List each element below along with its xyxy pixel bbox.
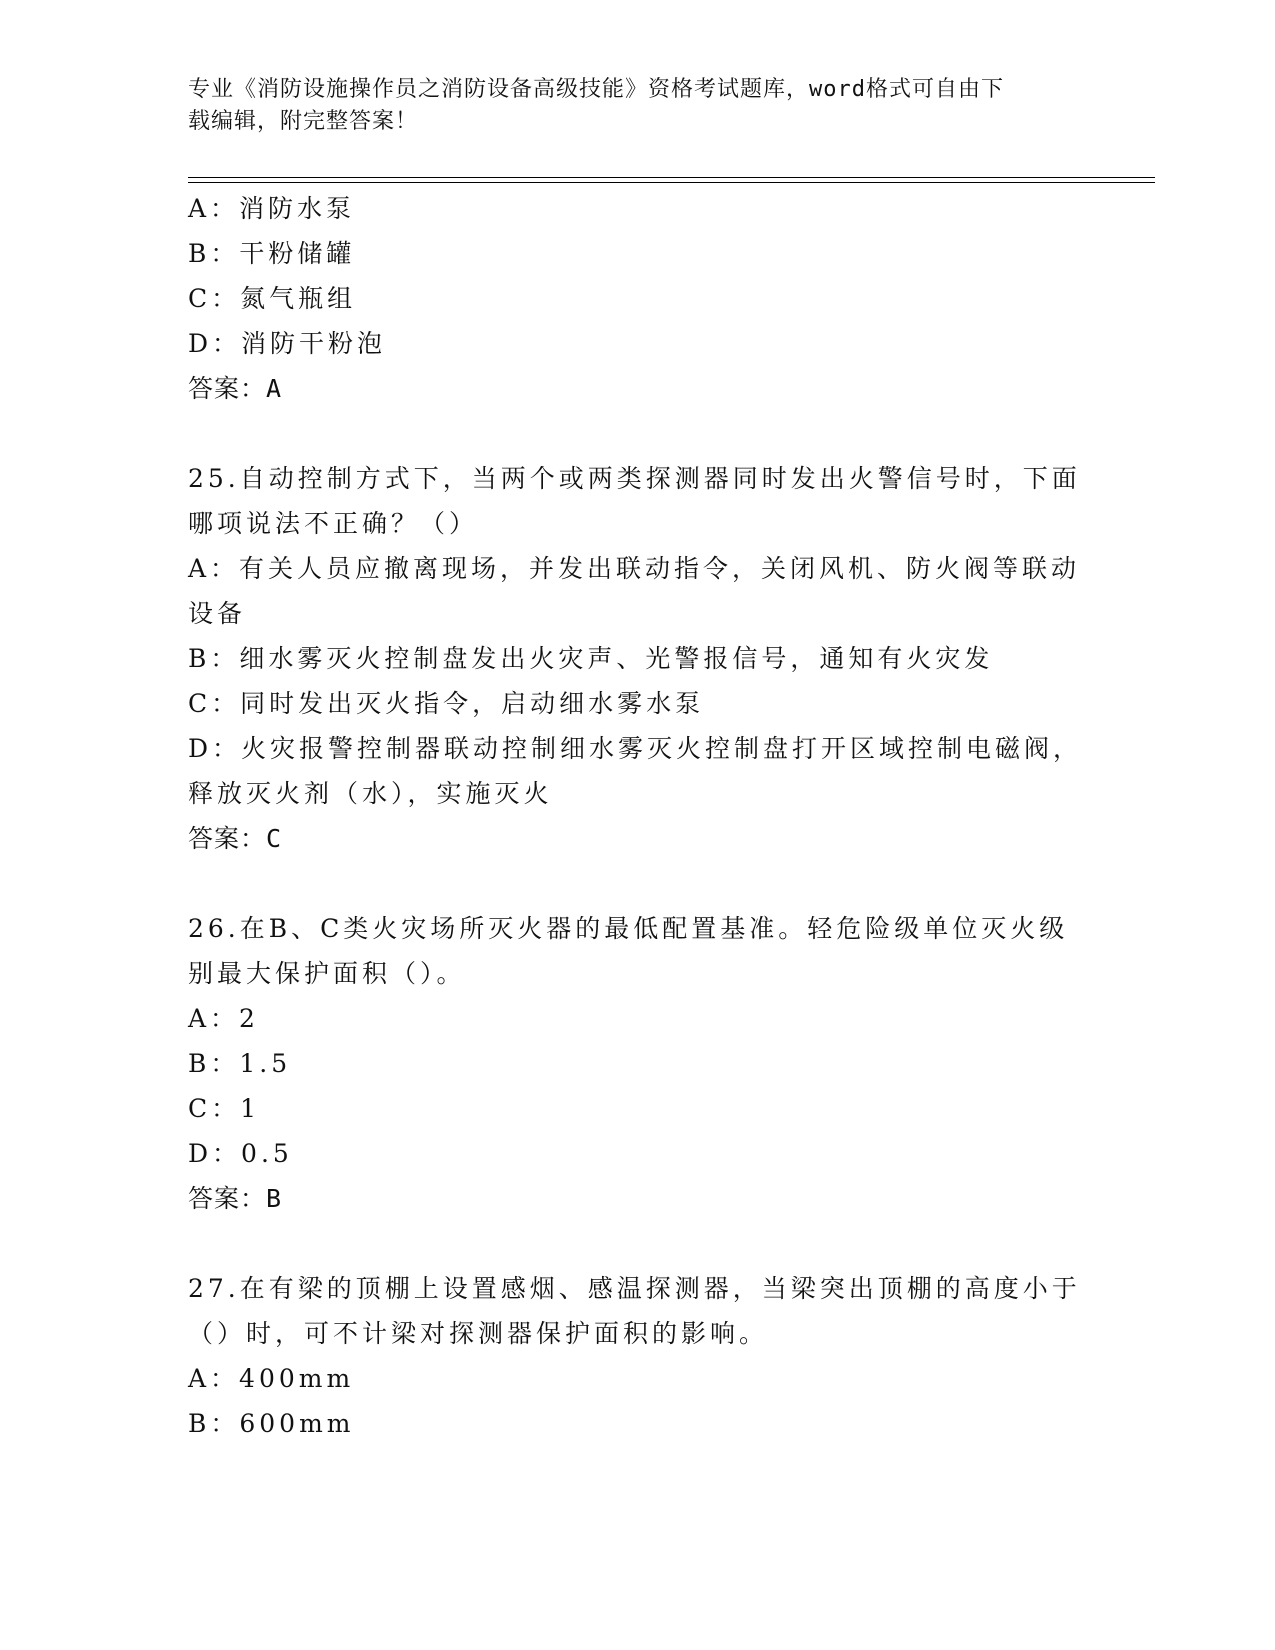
question-27-option-a: A：400mm [188, 1364, 355, 1393]
option-c: C：氮气瓶组 [188, 284, 357, 313]
header-divider-bottom [188, 182, 1155, 183]
document-header [188, 74, 1068, 138]
question-25-option-d-cont: 释放灭火剂（水），实施灭火 [188, 779, 553, 808]
question-26-answer: 答案：B [188, 1184, 283, 1213]
question-26-option-d: D：0.5 [188, 1139, 293, 1168]
option-d: D：消防干粉泡 [188, 329, 387, 358]
question-26-stem-2: 别最大保护面积（）。 [188, 959, 466, 988]
question-26-option-c: C：1 [188, 1094, 261, 1123]
header-divider-top [188, 177, 1155, 178]
question-25-stem-1: 25.自动控制方式下，当两个或两类探测器同时发出火警信号时，下面 [188, 464, 1081, 493]
question-26-stem-1: 26.在B、C类火灾场所灭火器的最低配置基准。轻危险级单位灭火级 [188, 914, 1069, 943]
answer-line: 答案：A [188, 374, 283, 403]
question-25-stem-2: 哪项说法不正确？（） [188, 509, 479, 538]
question-25-option-a-cont: 设备 [188, 599, 247, 628]
question-25-option-d: D：火灾报警控制器联动控制细水雾灭火控制盘打开区域控制电磁阀， [188, 734, 1083, 763]
question-27-stem-2: （）时，可不计梁对探测器保护面积的影响。 [188, 1319, 769, 1348]
question-25-answer: 答案：C [188, 824, 283, 853]
question-27-stem-1: 27.在有梁的顶棚上设置感烟、感温探测器，当梁突出顶棚的高度小于 [188, 1274, 1081, 1303]
question-25-option-b: B：细水雾灭火控制盘发出火灾声、光警报信号，通知有火灾发 [188, 644, 994, 673]
question-27-option-b: B：600mm [188, 1409, 355, 1438]
question-26-option-b: B：1.5 [188, 1049, 292, 1078]
option-a: A：消防水泵 [188, 194, 356, 223]
header-line-1: 专业《消防设施操作员之消防设备高级技能》资格考试题库，word格式可自由下 [188, 77, 1004, 102]
header-line-2: 载编辑，附完整答案！ [188, 109, 419, 134]
question-25-option-a: A：有关人员应撤离现场，并发出联动指令，关闭风机、防火阀等联动 [188, 554, 1081, 583]
option-b: B：干粉储罐 [188, 239, 356, 268]
question-26-option-a: A：2 [188, 1004, 259, 1033]
question-25-option-c: C：同时发出灭火指令，启动细水雾水泵 [188, 689, 705, 718]
